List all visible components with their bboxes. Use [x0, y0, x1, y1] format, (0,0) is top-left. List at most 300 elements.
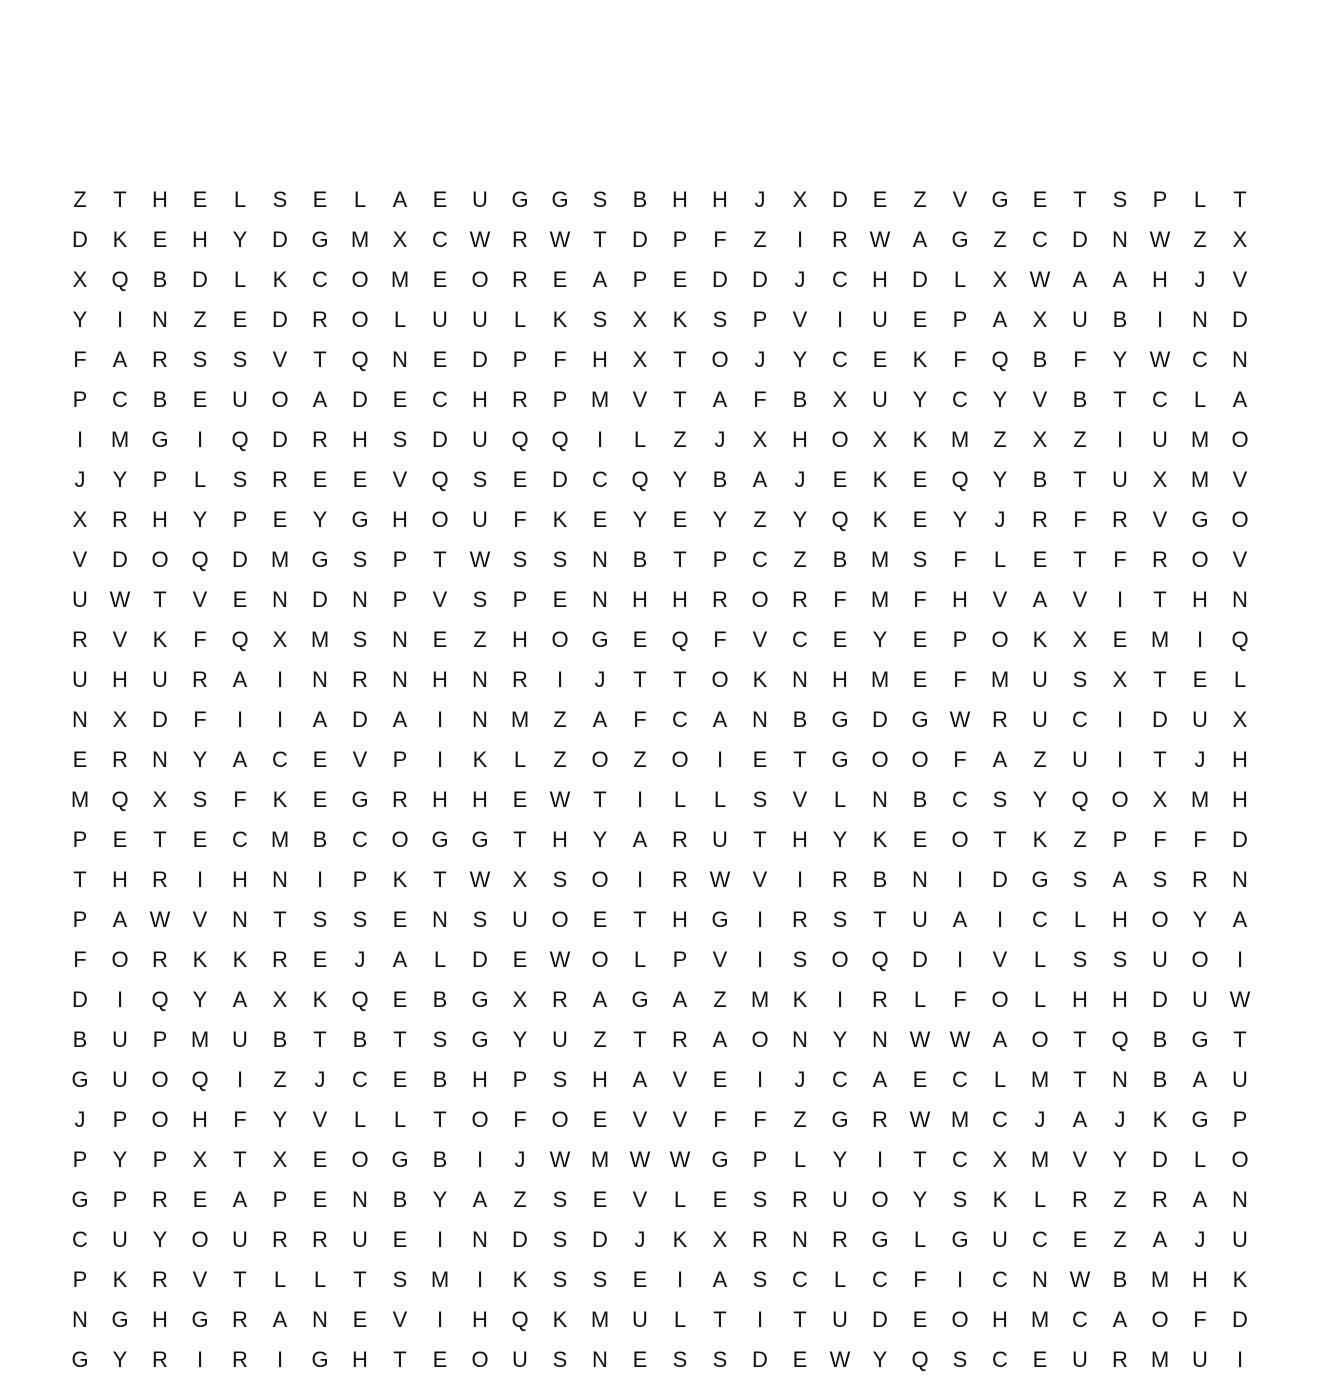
- letter-cell[interactable]: S: [752, 1187, 768, 1212]
- letter-cell[interactable]: Y: [1032, 787, 1048, 812]
- letter-cell[interactable]: L: [833, 1267, 847, 1292]
- letter-cell[interactable]: C: [1032, 227, 1048, 252]
- letter-cell[interactable]: O: [391, 827, 409, 852]
- letter-cell[interactable]: E: [1032, 187, 1048, 212]
- letter-cell[interactable]: R: [1072, 1187, 1088, 1212]
- letter-cell[interactable]: T: [1073, 467, 1087, 492]
- letter-cell[interactable]: G: [911, 707, 929, 732]
- letter-cell[interactable]: U: [72, 667, 88, 692]
- letter-cell[interactable]: M: [870, 667, 890, 692]
- letter-cell[interactable]: X: [392, 227, 408, 252]
- letter-cell[interactable]: I: [436, 707, 444, 732]
- letter-cell[interactable]: Z: [1113, 1227, 1127, 1252]
- letter-cell[interactable]: U: [1112, 467, 1128, 492]
- letter-cell[interactable]: A: [1112, 1307, 1128, 1332]
- letter-cell[interactable]: G: [591, 627, 609, 652]
- letter-cell[interactable]: I: [436, 1227, 444, 1252]
- letter-cell[interactable]: E: [912, 1067, 928, 1092]
- letter-cell[interactable]: O: [551, 907, 569, 932]
- letter-cell[interactable]: H: [152, 187, 168, 212]
- letter-cell[interactable]: O: [991, 627, 1009, 652]
- letter-cell[interactable]: B: [152, 387, 168, 412]
- letter-cell[interactable]: G: [151, 427, 169, 452]
- letter-cell[interactable]: G: [711, 907, 729, 932]
- letter-cell[interactable]: C: [792, 1267, 808, 1292]
- letter-cell[interactable]: Z: [713, 987, 727, 1012]
- letter-cell[interactable]: G: [831, 747, 849, 772]
- letter-cell[interactable]: R: [152, 947, 168, 972]
- letter-cell[interactable]: P: [1232, 1107, 1248, 1132]
- letter-cell[interactable]: X: [512, 867, 528, 892]
- letter-cell[interactable]: F: [1193, 827, 1207, 852]
- letter-cell[interactable]: O: [591, 867, 609, 892]
- letter-cell[interactable]: G: [471, 987, 489, 1012]
- letter-cell[interactable]: Y: [152, 1227, 168, 1252]
- letter-cell[interactable]: X: [112, 707, 128, 732]
- letter-cell[interactable]: Z: [553, 707, 567, 732]
- letter-cell[interactable]: I: [956, 947, 964, 972]
- letter-cell[interactable]: E: [1192, 667, 1208, 692]
- letter-cell[interactable]: P: [72, 907, 88, 932]
- letter-cell[interactable]: T: [633, 1027, 647, 1052]
- letter-cell[interactable]: M: [870, 587, 890, 612]
- letter-cell[interactable]: O: [1191, 547, 1209, 572]
- letter-cell[interactable]: T: [313, 1027, 327, 1052]
- letter-cell[interactable]: O: [1151, 1307, 1169, 1332]
- letter-cell[interactable]: Y: [832, 827, 848, 852]
- letter-cell[interactable]: N: [472, 707, 488, 732]
- letter-cell[interactable]: P: [392, 587, 408, 612]
- letter-cell[interactable]: K: [1032, 827, 1048, 852]
- letter-cell[interactable]: U: [472, 187, 488, 212]
- letter-cell[interactable]: F: [713, 1107, 727, 1132]
- letter-cell[interactable]: A: [752, 467, 768, 492]
- letter-cell[interactable]: S: [552, 1187, 568, 1212]
- letter-cell[interactable]: Z: [753, 507, 767, 532]
- letter-cell[interactable]: C: [832, 1067, 848, 1092]
- letter-cell[interactable]: M: [1030, 1067, 1050, 1092]
- letter-cell[interactable]: R: [512, 387, 528, 412]
- letter-cell[interactable]: U: [1072, 747, 1088, 772]
- letter-cell[interactable]: U: [1152, 947, 1168, 972]
- letter-cell[interactable]: Y: [272, 1107, 288, 1132]
- letter-cell[interactable]: U: [872, 387, 888, 412]
- letter-cell[interactable]: E: [712, 1067, 728, 1092]
- letter-cell[interactable]: H: [672, 587, 688, 612]
- letter-cell[interactable]: O: [991, 987, 1009, 1012]
- letter-cell[interactable]: M: [350, 227, 370, 252]
- letter-cell[interactable]: A: [472, 1187, 488, 1212]
- letter-cell[interactable]: W: [549, 787, 571, 812]
- letter-cell[interactable]: X: [72, 267, 88, 292]
- letter-cell[interactable]: P: [112, 1187, 128, 1212]
- letter-cell[interactable]: X: [1032, 307, 1048, 332]
- letter-cell[interactable]: O: [151, 1067, 169, 1092]
- letter-cell[interactable]: P: [752, 307, 768, 332]
- letter-cell[interactable]: M: [1150, 627, 1170, 652]
- letter-cell[interactable]: E: [192, 827, 208, 852]
- letter-cell[interactable]: U: [992, 1227, 1008, 1252]
- letter-cell[interactable]: E: [552, 587, 568, 612]
- letter-cell[interactable]: E: [152, 227, 168, 252]
- letter-cell[interactable]: V: [792, 787, 808, 812]
- letter-cell[interactable]: R: [152, 347, 168, 372]
- letter-cell[interactable]: D: [232, 547, 248, 572]
- letter-cell[interactable]: B: [632, 187, 648, 212]
- letter-cell[interactable]: A: [1072, 1107, 1088, 1132]
- letter-cell[interactable]: R: [872, 987, 888, 1012]
- letter-cell[interactable]: M: [1030, 1147, 1050, 1172]
- letter-cell[interactable]: K: [312, 987, 328, 1012]
- letter-cell[interactable]: E: [232, 307, 248, 332]
- letter-cell[interactable]: F: [753, 1107, 767, 1132]
- letter-cell[interactable]: G: [471, 1027, 489, 1052]
- letter-cell[interactable]: K: [1152, 1107, 1168, 1132]
- letter-cell[interactable]: J: [1034, 1107, 1046, 1132]
- letter-cell[interactable]: S: [712, 1347, 728, 1372]
- letter-cell[interactable]: C: [432, 387, 448, 412]
- letter-cell[interactable]: G: [111, 1307, 129, 1332]
- letter-cell[interactable]: U: [512, 907, 528, 932]
- letter-cell[interactable]: X: [1032, 427, 1048, 452]
- letter-cell[interactable]: I: [876, 1147, 884, 1172]
- letter-cell[interactable]: A: [392, 707, 408, 732]
- letter-cell[interactable]: T: [433, 1107, 447, 1132]
- letter-cell[interactable]: Z: [793, 1107, 807, 1132]
- letter-cell[interactable]: C: [752, 547, 768, 572]
- letter-cell[interactable]: E: [832, 467, 848, 492]
- letter-cell[interactable]: C: [72, 1227, 88, 1252]
- letter-cell[interactable]: O: [191, 1227, 209, 1252]
- letter-cell[interactable]: T: [673, 387, 687, 412]
- letter-cell[interactable]: C: [992, 1347, 1008, 1372]
- letter-cell[interactable]: J: [794, 1067, 806, 1092]
- letter-cell[interactable]: L: [393, 307, 407, 332]
- letter-cell[interactable]: S: [232, 467, 248, 492]
- letter-cell[interactable]: I: [196, 1347, 204, 1372]
- letter-cell[interactable]: P: [752, 1147, 768, 1172]
- letter-cell[interactable]: X: [1152, 467, 1168, 492]
- letter-cell[interactable]: S: [312, 907, 328, 932]
- letter-cell[interactable]: F: [913, 1267, 927, 1292]
- letter-cell[interactable]: C: [952, 787, 968, 812]
- letter-cell[interactable]: L: [833, 787, 847, 812]
- letter-cell[interactable]: D: [272, 227, 288, 252]
- letter-cell[interactable]: I: [276, 667, 284, 692]
- letter-cell[interactable]: E: [792, 1347, 808, 1372]
- letter-cell[interactable]: G: [191, 1307, 209, 1332]
- letter-cell[interactable]: F: [193, 707, 207, 732]
- letter-cell[interactable]: F: [753, 387, 767, 412]
- letter-cell[interactable]: S: [1152, 867, 1168, 892]
- letter-cell[interactable]: K: [392, 867, 408, 892]
- letter-cell[interactable]: N: [792, 667, 808, 692]
- letter-cell[interactable]: B: [1032, 467, 1048, 492]
- letter-cell[interactable]: O: [711, 667, 729, 692]
- letter-cell[interactable]: M: [510, 707, 530, 732]
- letter-cell[interactable]: H: [112, 867, 128, 892]
- letter-cell[interactable]: T: [873, 907, 887, 932]
- letter-cell[interactable]: F: [953, 987, 967, 1012]
- letter-cell[interactable]: C: [112, 387, 128, 412]
- letter-cell[interactable]: A: [232, 667, 248, 692]
- letter-cell[interactable]: C: [1072, 707, 1088, 732]
- letter-cell[interactable]: G: [391, 1147, 409, 1172]
- letter-cell[interactable]: S: [592, 187, 608, 212]
- letter-cell[interactable]: E: [912, 827, 928, 852]
- letter-cell[interactable]: I: [556, 667, 564, 692]
- letter-cell[interactable]: J: [754, 187, 766, 212]
- letter-cell[interactable]: O: [271, 387, 289, 412]
- letter-cell[interactable]: P: [632, 267, 648, 292]
- letter-cell[interactable]: G: [951, 227, 969, 252]
- letter-cell[interactable]: E: [392, 1227, 408, 1252]
- letter-cell[interactable]: N: [472, 1227, 488, 1252]
- letter-cell[interactable]: S: [992, 787, 1008, 812]
- letter-cell[interactable]: E: [392, 987, 408, 1012]
- letter-cell[interactable]: U: [1032, 667, 1048, 692]
- letter-cell[interactable]: O: [951, 827, 969, 852]
- letter-cell[interactable]: M: [390, 267, 410, 292]
- letter-cell[interactable]: S: [672, 1347, 688, 1372]
- letter-cell[interactable]: V: [1232, 467, 1248, 492]
- letter-cell[interactable]: O: [751, 1027, 769, 1052]
- letter-cell[interactable]: V: [192, 1267, 208, 1292]
- letter-cell[interactable]: Y: [792, 347, 808, 372]
- letter-cell[interactable]: L: [513, 747, 527, 772]
- letter-cell[interactable]: H: [352, 427, 368, 452]
- letter-cell[interactable]: R: [112, 507, 128, 532]
- letter-cell[interactable]: D: [72, 227, 88, 252]
- letter-cell[interactable]: E: [192, 387, 208, 412]
- letter-cell[interactable]: F: [953, 747, 967, 772]
- letter-cell[interactable]: H: [352, 1347, 368, 1372]
- letter-cell[interactable]: Z: [1073, 427, 1087, 452]
- letter-cell[interactable]: S: [352, 627, 368, 652]
- letter-cell[interactable]: T: [913, 1147, 927, 1172]
- letter-cell[interactable]: T: [1153, 747, 1167, 772]
- letter-cell[interactable]: Q: [911, 1347, 929, 1372]
- letter-cell[interactable]: T: [153, 827, 167, 852]
- letter-cell[interactable]: H: [192, 227, 208, 252]
- letter-cell[interactable]: C: [352, 827, 368, 852]
- letter-cell[interactable]: P: [392, 747, 408, 772]
- letter-cell[interactable]: E: [832, 627, 848, 652]
- letter-cell[interactable]: P: [232, 507, 248, 532]
- letter-cell[interactable]: J: [634, 1227, 646, 1252]
- letter-cell[interactable]: I: [1156, 307, 1164, 332]
- letter-cell[interactable]: T: [673, 347, 687, 372]
- letter-cell[interactable]: O: [1231, 427, 1249, 452]
- letter-cell[interactable]: Z: [553, 747, 567, 772]
- letter-cell[interactable]: W: [869, 227, 891, 252]
- letter-cell[interactable]: O: [431, 507, 449, 532]
- letter-cell[interactable]: L: [1193, 1147, 1207, 1172]
- letter-cell[interactable]: E: [512, 787, 528, 812]
- letter-cell[interactable]: K: [872, 467, 888, 492]
- letter-cell[interactable]: R: [272, 467, 288, 492]
- letter-cell[interactable]: W: [1029, 267, 1051, 292]
- letter-cell[interactable]: S: [472, 587, 488, 612]
- letter-cell[interactable]: K: [752, 667, 768, 692]
- letter-cell[interactable]: E: [592, 1187, 608, 1212]
- letter-cell[interactable]: H: [672, 187, 688, 212]
- letter-cell[interactable]: A: [1232, 387, 1248, 412]
- letter-cell[interactable]: H: [792, 827, 808, 852]
- letter-cell[interactable]: I: [476, 1267, 484, 1292]
- letter-cell[interactable]: R: [392, 787, 408, 812]
- letter-cell[interactable]: D: [192, 267, 208, 292]
- letter-cell[interactable]: R: [72, 627, 88, 652]
- letter-cell[interactable]: I: [636, 787, 644, 812]
- letter-cell[interactable]: U: [1192, 1347, 1208, 1372]
- letter-cell[interactable]: U: [552, 1027, 568, 1052]
- letter-cell[interactable]: P: [72, 1267, 88, 1292]
- letter-cell[interactable]: Z: [673, 427, 687, 452]
- letter-cell[interactable]: D: [912, 947, 928, 972]
- letter-cell[interactable]: W: [949, 1027, 971, 1052]
- letter-cell[interactable]: N: [432, 907, 448, 932]
- letter-cell[interactable]: R: [752, 1227, 768, 1252]
- letter-cell[interactable]: M: [950, 427, 970, 452]
- letter-cell[interactable]: D: [752, 1347, 768, 1372]
- letter-cell[interactable]: V: [192, 907, 208, 932]
- letter-cell[interactable]: I: [196, 427, 204, 452]
- letter-cell[interactable]: B: [712, 467, 728, 492]
- letter-cell[interactable]: Q: [951, 467, 969, 492]
- letter-cell[interactable]: V: [672, 1067, 688, 1092]
- letter-cell[interactable]: Y: [912, 387, 928, 412]
- letter-cell[interactable]: E: [272, 507, 288, 532]
- letter-cell[interactable]: O: [351, 1147, 369, 1172]
- letter-cell[interactable]: M: [950, 1107, 970, 1132]
- letter-cell[interactable]: S: [232, 347, 248, 372]
- letter-cell[interactable]: G: [511, 187, 529, 212]
- letter-cell[interactable]: G: [311, 547, 329, 572]
- letter-cell[interactable]: F: [233, 1107, 247, 1132]
- letter-cell[interactable]: B: [392, 1187, 408, 1212]
- letter-cell[interactable]: A: [312, 707, 328, 732]
- letter-cell[interactable]: L: [713, 787, 727, 812]
- letter-cell[interactable]: I: [1116, 587, 1124, 612]
- letter-cell[interactable]: R: [512, 267, 528, 292]
- letter-cell[interactable]: H: [1072, 987, 1088, 1012]
- letter-cell[interactable]: M: [70, 787, 90, 812]
- letter-cell[interactable]: U: [1152, 427, 1168, 452]
- letter-cell[interactable]: E: [232, 587, 248, 612]
- letter-cell[interactable]: B: [792, 387, 808, 412]
- letter-cell[interactable]: Q: [991, 347, 1009, 372]
- letter-cell[interactable]: I: [276, 1347, 284, 1372]
- letter-cell[interactable]: E: [752, 747, 768, 772]
- letter-cell[interactable]: J: [1194, 1227, 1206, 1252]
- letter-cell[interactable]: I: [636, 867, 644, 892]
- letter-cell[interactable]: R: [832, 867, 848, 892]
- letter-cell[interactable]: L: [913, 1227, 927, 1252]
- letter-cell[interactable]: S: [352, 907, 368, 932]
- letter-cell[interactable]: L: [953, 267, 967, 292]
- letter-cell[interactable]: V: [1232, 267, 1248, 292]
- letter-cell[interactable]: Y: [872, 627, 888, 652]
- letter-cell[interactable]: F: [1073, 507, 1087, 532]
- letter-cell[interactable]: Q: [511, 1307, 529, 1332]
- letter-cell[interactable]: G: [951, 1227, 969, 1252]
- letter-cell[interactable]: U: [512, 1347, 528, 1372]
- letter-cell[interactable]: U: [72, 587, 88, 612]
- letter-cell[interactable]: R: [672, 1027, 688, 1052]
- letter-cell[interactable]: B: [152, 267, 168, 292]
- letter-cell[interactable]: C: [952, 1067, 968, 1092]
- letter-cell[interactable]: Q: [671, 627, 689, 652]
- letter-cell[interactable]: P: [152, 1027, 168, 1052]
- letter-cell[interactable]: U: [472, 427, 488, 452]
- letter-cell[interactable]: O: [871, 747, 889, 772]
- letter-cell[interactable]: O: [1231, 1147, 1249, 1172]
- letter-cell[interactable]: H: [472, 787, 488, 812]
- letter-cell[interactable]: C: [592, 467, 608, 492]
- letter-cell[interactable]: K: [872, 827, 888, 852]
- letter-cell[interactable]: E: [592, 907, 608, 932]
- letter-cell[interactable]: V: [952, 187, 968, 212]
- letter-cell[interactable]: Z: [1033, 747, 1047, 772]
- letter-cell[interactable]: E: [632, 1347, 648, 1372]
- letter-cell[interactable]: C: [232, 827, 248, 852]
- letter-cell[interactable]: E: [912, 627, 928, 652]
- letter-cell[interactable]: O: [471, 1107, 489, 1132]
- letter-cell[interactable]: H: [952, 587, 968, 612]
- letter-cell[interactable]: U: [232, 1227, 248, 1252]
- letter-cell[interactable]: N: [912, 867, 928, 892]
- letter-cell[interactable]: D: [752, 267, 768, 292]
- letter-cell[interactable]: H: [712, 187, 728, 212]
- letter-cell[interactable]: O: [151, 1107, 169, 1132]
- letter-cell[interactable]: T: [1153, 667, 1167, 692]
- letter-cell[interactable]: A: [872, 1067, 888, 1092]
- letter-cell[interactable]: A: [1192, 1067, 1208, 1092]
- letter-cell[interactable]: B: [432, 1067, 448, 1092]
- letter-cell[interactable]: K: [872, 507, 888, 532]
- letter-cell[interactable]: F: [193, 627, 207, 652]
- letter-cell[interactable]: Q: [111, 267, 129, 292]
- letter-cell[interactable]: I: [676, 1267, 684, 1292]
- letter-cell[interactable]: W: [469, 227, 491, 252]
- letter-cell[interactable]: B: [632, 547, 648, 572]
- letter-cell[interactable]: H: [592, 347, 608, 372]
- letter-cell[interactable]: B: [912, 787, 928, 812]
- letter-cell[interactable]: H: [472, 1307, 488, 1332]
- letter-cell[interactable]: U: [872, 307, 888, 332]
- letter-cell[interactable]: C: [272, 747, 288, 772]
- letter-cell[interactable]: F: [1073, 347, 1087, 372]
- letter-cell[interactable]: H: [1232, 747, 1248, 772]
- letter-cell[interactable]: E: [312, 787, 328, 812]
- letter-cell[interactable]: A: [112, 907, 128, 932]
- letter-cell[interactable]: O: [1111, 787, 1129, 812]
- letter-cell[interactable]: G: [311, 1347, 329, 1372]
- letter-cell[interactable]: Y: [1112, 1147, 1128, 1172]
- letter-cell[interactable]: E: [912, 1307, 928, 1332]
- letter-cell[interactable]: N: [1032, 1267, 1048, 1292]
- letter-cell[interactable]: N: [592, 587, 608, 612]
- letter-cell[interactable]: T: [673, 667, 687, 692]
- letter-cell[interactable]: T: [513, 827, 527, 852]
- letter-cell[interactable]: G: [991, 187, 1009, 212]
- letter-cell[interactable]: W: [1149, 347, 1171, 372]
- letter-cell[interactable]: I: [436, 747, 444, 772]
- letter-cell[interactable]: D: [872, 1307, 888, 1332]
- letter-cell[interactable]: S: [1112, 947, 1128, 972]
- letter-cell[interactable]: P: [552, 387, 568, 412]
